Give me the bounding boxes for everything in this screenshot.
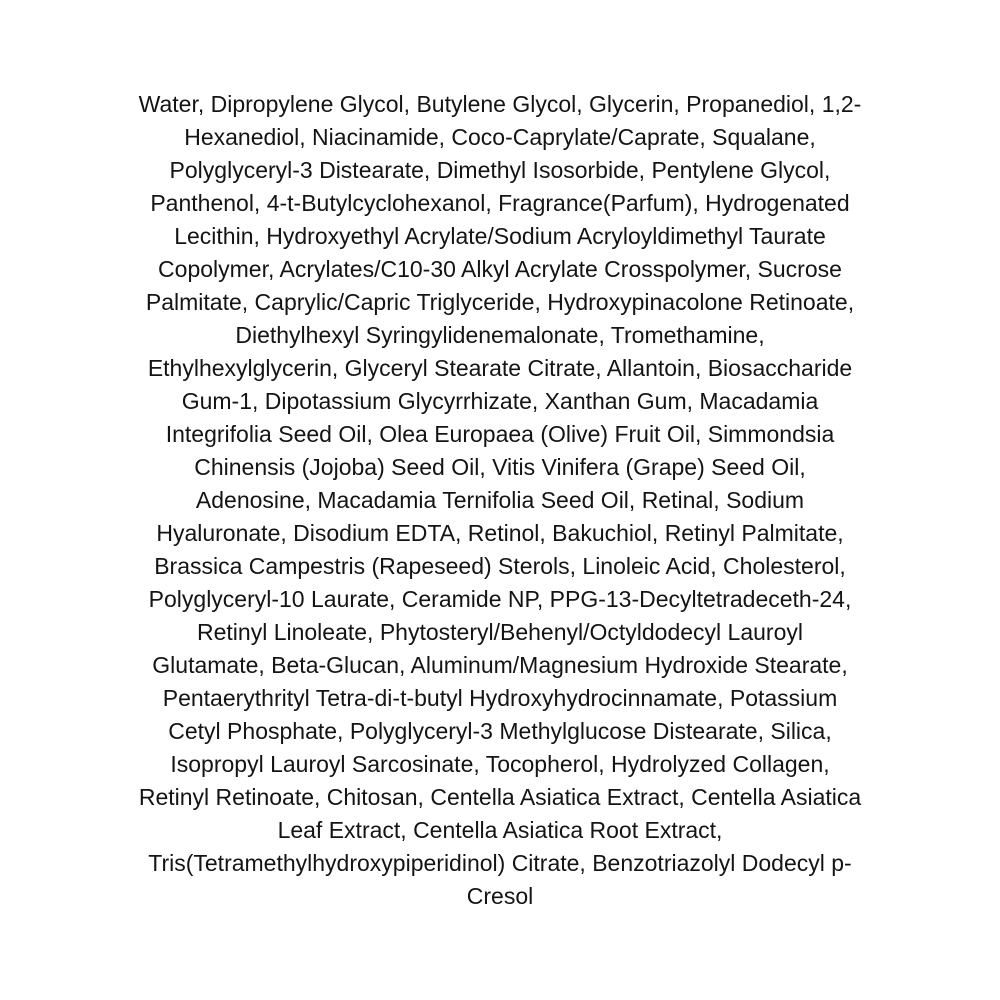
ingredients-line: Adenosine, Macadamia Ternifolia Seed Oil, Retinal, Sodium	[195, 487, 805, 513]
ingredients-line: Retinyl Retinoate, Chitosan, Centella Asiatica Extract, Centella Asiatica	[138, 784, 862, 810]
ingredients-line: Hexanediol, Niacinamide, Coco-Caprylate/Caprate, Squalane,	[184, 124, 816, 150]
ingredients-line: Leaf Extract, Centella Asiatica Root Extract,	[277, 817, 723, 843]
ingredients-line: Panthenol, 4-t-Butylcyclohexanol, Fragrance(Parfum), Hydrogenated	[150, 190, 850, 216]
ingredients-line: Tris(Tetramethylhydroxypiperidinol) Citrate, Benzotriazolyl Dodecyl p-	[148, 850, 852, 876]
ingredients-line: Polyglyceryl-3 Distearate, Dimethyl Isosorbide, Pentylene Glycol,	[169, 157, 831, 183]
ingredients-line: Ethylhexylglycerin, Glyceryl Stearate Citrate, Allantoin, Biosaccharide	[147, 355, 853, 381]
ingredients-line: Diethylhexyl Syringylidenemalonate, Tromethamine,	[235, 322, 765, 348]
ingredients-line: Cresol	[466, 883, 534, 909]
ingredients-line: Water, Dipropylene Glycol, Butylene Glycol, Glycerin, Propanediol, 1,2-	[138, 91, 862, 117]
ingredients-line: Lecithin, Hydroxyethyl Acrylate/Sodium Acryloyldimethyl Taurate	[174, 223, 826, 249]
ingredients-line: Isopropyl Lauroyl Sarcosinate, Tocopherol, Hydrolyzed Collagen,	[170, 751, 830, 777]
ingredients-line: Gum-1, Dipotassium Glycyrrhizate, Xanthan Gum, Macadamia	[181, 388, 819, 414]
ingredients-line: Integrifolia Seed Oil, Olea Europaea (Olive) Fruit Oil, Simmondsia	[165, 421, 835, 447]
ingredients-line: Chinensis (Jojoba) Seed Oil, Vitis Vinifera (Grape) Seed Oil,	[194, 454, 806, 480]
ingredients-line: Polyglyceryl-10 Laurate, Ceramide NP, PPG-13-Decyltetradeceth-24,	[148, 586, 852, 612]
ingredients-line: Cetyl Phosphate, Polyglyceryl-3 Methylglucose Distearate, Silica,	[168, 718, 832, 744]
ingredients-line: Hyaluronate, Disodium EDTA, Retinol, Bakuchiol, Retinyl Palmitate,	[156, 520, 844, 546]
ingredients-line: Glutamate, Beta-Glucan, Aluminum/Magnesium Hydroxide Stearate,	[152, 652, 848, 678]
ingredients-line: Pentaerythrityl Tetra-di-t-butyl Hydroxyhydrocinnamate, Potassium	[162, 685, 838, 711]
ingredients-list	[90, 88, 910, 913]
ingredients-line: Retinyl Linoleate, Phytosteryl/Behenyl/Octyldodecyl Lauroyl	[197, 619, 803, 645]
ingredients-line: Brassica Campestris (Rapeseed) Sterols, Linoleic Acid, Cholesterol,	[154, 553, 846, 579]
ingredients-line: Palmitate, Caprylic/Capric Triglyceride, Hydroxypinacolone Retinoate,	[145, 289, 855, 315]
ingredients-line: Copolymer, Acrylates/C10-30 Alkyl Acrylate Crosspolymer, Sucrose	[158, 256, 842, 282]
